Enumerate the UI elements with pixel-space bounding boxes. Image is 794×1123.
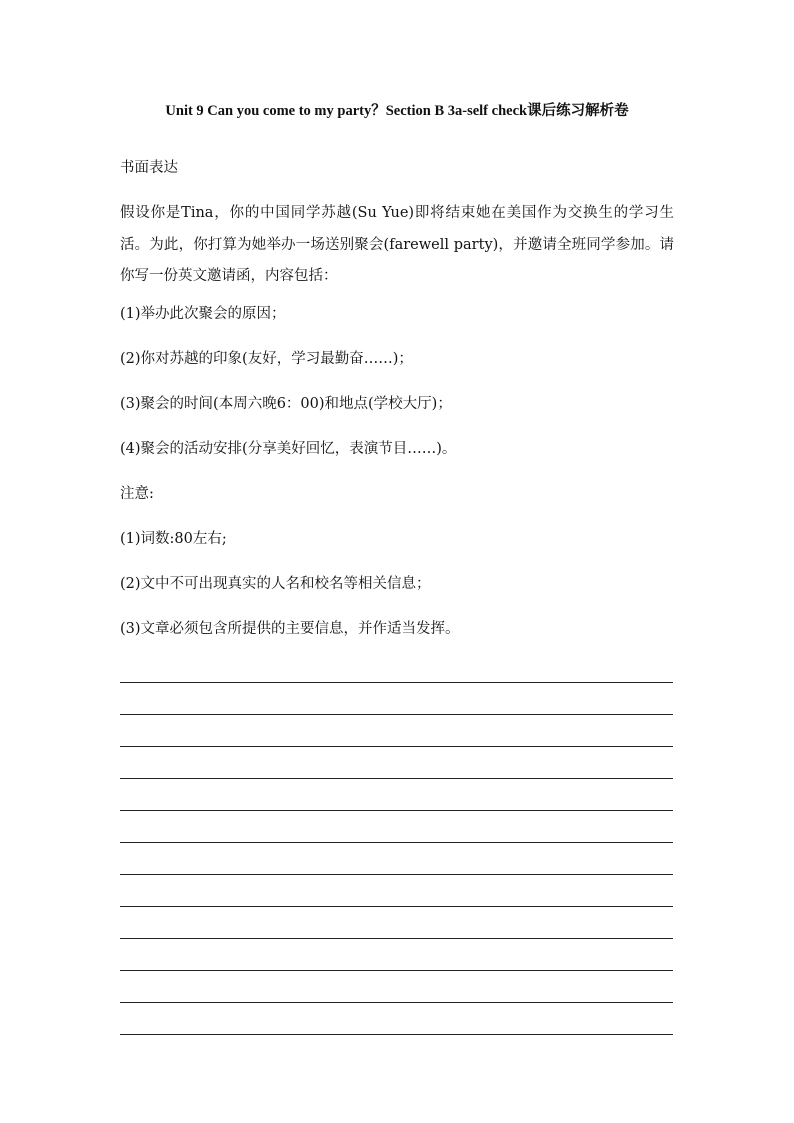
content-item: (4)聚会的活动安排(分享美好回忆，表演节目……)。 — [120, 440, 457, 457]
answer-line[interactable] — [120, 939, 673, 971]
note-item: (2)文中不可出现真实的人名和校名等相关信息； — [120, 575, 431, 592]
answer-line[interactable] — [120, 811, 673, 843]
note-item: (1)词数:80左右; — [120, 530, 227, 547]
writing-prompt: 假设你是Tina，你的中国同学苏越(Su Yue)即将结束她在美国作为交换生的学习生活。为此，你打算为她举办一场送别聚会(farewell party)，并邀请全班同学参加。请你写一份英文邀请函，内容包括： — [120, 205, 674, 284]
content-item: (3)聚会的时间(本周六晚6：00)和地点(学校大厅)； — [120, 395, 452, 412]
note-item: (3)文章必须包含所提供的主要信息，并作适当发挥。 — [120, 620, 460, 637]
note-label: 注意: — [120, 485, 154, 502]
content-item: (1)举办此次聚会的原因； — [120, 305, 286, 322]
answer-line[interactable] — [120, 971, 673, 1003]
answer-line[interactable] — [120, 843, 673, 875]
content-item: (2)你对苏越的印象(友好，学习最勤奋……)； — [120, 350, 413, 367]
answer-line[interactable] — [120, 747, 673, 779]
answer-line[interactable] — [120, 1003, 673, 1035]
section-heading: 书面表达 — [120, 160, 178, 176]
answer-line[interactable] — [120, 779, 673, 811]
answer-line[interactable] — [120, 715, 673, 747]
answer-line[interactable] — [120, 650, 673, 683]
answer-line[interactable] — [120, 907, 673, 939]
answer-line[interactable] — [120, 875, 673, 907]
answer-lines[interactable] — [120, 650, 673, 1035]
question-body — [120, 156, 674, 662]
document-title: Unit 9 Can you come to my party？Section B 3a-self check课后练习解析卷 — [165, 103, 629, 119]
answer-line[interactable] — [120, 683, 673, 715]
